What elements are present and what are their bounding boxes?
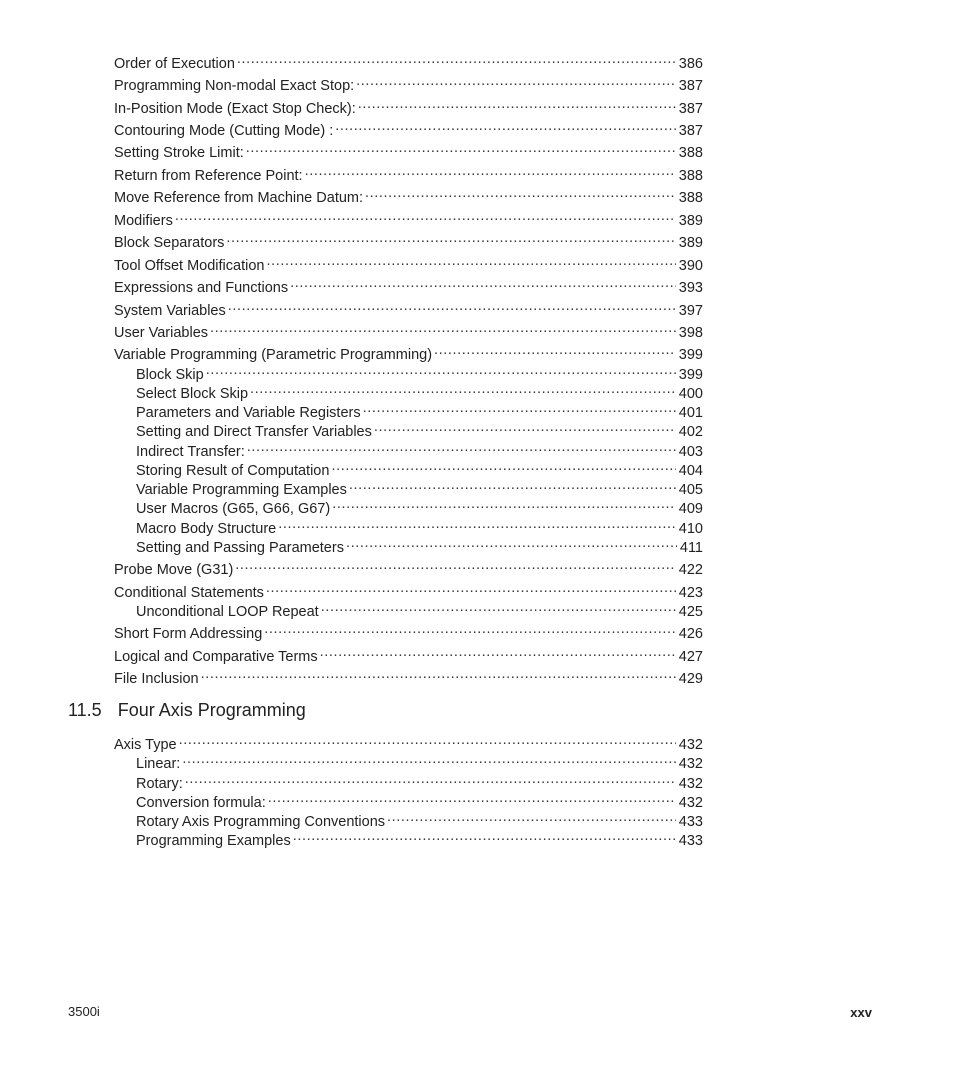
toc-subentry[interactable] [136,515,703,537]
toc-entry-title: User Macros (G65, G66, G67) [136,501,331,517]
toc-entry-title: Indirect Transfer: [136,444,245,460]
toc-entry-page: 401 [678,405,703,421]
toc-entry-page: 409 [678,501,703,517]
toc-leader-dots [179,731,676,749]
toc-entry-page: 387 [678,101,703,117]
toc-entry[interactable] [114,117,703,139]
toc-entry[interactable] [114,162,703,184]
toc-leader-dots [356,72,676,90]
toc-leader-dots [349,476,676,494]
toc-entry[interactable] [114,184,703,206]
toc-leader-dots [226,229,675,247]
toc-subentry[interactable] [136,495,703,517]
toc-entry[interactable] [114,229,703,251]
toc-entry[interactable] [114,252,703,274]
toc-entry-page: 433 [678,814,703,830]
toc-entry-title: Setting and Passing Parameters [136,540,344,556]
toc-entry-title: Rotary Axis Programming Conventions [136,814,386,830]
footer-page-number: xxv [850,1005,872,1020]
toc-entry-title: User Variables [114,325,209,341]
toc-entry[interactable] [114,207,703,229]
toc-leader-dots [335,117,676,135]
toc-entry-page: 402 [678,424,703,440]
toc-entry-page: 432 [678,756,703,772]
toc-leader-dots [185,770,676,788]
toc-entry[interactable] [114,50,703,72]
toc-entry-title: In-Position Mode (Exact Stop Check): [114,101,356,117]
toc-leader-dots [358,95,676,113]
toc-entry-page: 393 [678,280,703,296]
toc-entry[interactable] [114,731,703,753]
toc-leader-dots [365,184,676,202]
toc-subentry[interactable] [136,534,703,556]
toc-entry-title: Tool Offset Modification [114,258,265,274]
toc-entry[interactable] [114,139,703,161]
toc-entry-page: 422 [678,562,703,578]
toc-entry-title: Block Separators [114,235,225,251]
toc-subentry[interactable] [136,399,703,421]
toc-subentry[interactable] [136,361,703,383]
toc-entry[interactable] [114,620,703,642]
toc-leader-dots [182,750,675,768]
toc-leader-dots [228,297,676,315]
toc-entry-title: System Variables [114,303,226,319]
toc-leader-dots [290,274,676,292]
toc-leader-dots [346,534,677,552]
toc-leader-dots [175,207,676,225]
toc-entry-page: 397 [678,303,703,319]
toc-subentry[interactable] [136,789,703,811]
toc-entry-page: 423 [678,585,703,601]
toc-entry[interactable] [114,579,703,601]
toc-leader-dots [268,789,676,807]
toc-entry-title: Variable Programming Examples [136,482,347,498]
toc-entry-page: 433 [678,833,703,849]
footer-product-name: 3500i [68,1004,100,1019]
toc-entry-title: Unconditional LOOP Repeat [136,604,319,620]
toc-entry-page: 411 [679,540,703,556]
toc-entry-title: Return from Reference Point: [114,168,303,184]
toc-leader-dots [278,515,676,533]
toc-leader-dots [264,620,676,638]
toc-leader-dots [250,380,676,398]
toc-entry-page: 399 [678,347,703,363]
toc-entry-page: 432 [678,776,703,792]
toc-entry-title: Block Skip [136,367,204,383]
toc-entry-page: 399 [678,367,703,383]
toc-leader-dots [293,827,676,845]
toc-entry[interactable] [114,72,703,94]
toc-leader-dots [320,643,676,661]
toc-entry-title: Setting and Direct Transfer Variables [136,424,372,440]
toc-entry-title: Setting Stroke Limit: [114,145,244,161]
toc-leader-dots [434,341,676,359]
toc-entry[interactable] [114,665,703,687]
toc-leader-dots [235,556,676,574]
toc-leader-dots [247,438,676,456]
toc-entry-title: File Inclusion [114,671,199,687]
toc-entry-title: Macro Body Structure [136,521,277,537]
toc-entry-title: Expressions and Functions [114,280,289,296]
toc-entry-page: 427 [678,649,703,665]
toc-entry-title: Rotary: [136,776,183,792]
toc-leader-dots [210,319,676,337]
toc-subentry[interactable] [136,808,703,830]
toc-entry-title: Conditional Statements [114,585,264,601]
toc-subentry[interactable] [136,770,703,792]
toc-entry-page: 386 [678,56,703,72]
toc-entry-page: 387 [678,78,703,94]
toc-subentry[interactable] [136,380,703,402]
toc-entry-title: Programming Non-modal Exact Stop: [114,78,355,94]
toc-entry-title: Programming Examples [136,833,291,849]
toc-entry-page: 388 [678,145,703,161]
toc-entry-title: Modifiers [114,213,173,229]
toc-entry[interactable] [114,274,703,296]
toc-leader-dots [363,399,676,417]
toc-subentry[interactable] [136,438,703,460]
toc-entry[interactable] [114,95,703,117]
toc-entry-title: Order of Execution [114,56,235,72]
section-heading [68,699,306,721]
toc-leader-dots [331,457,675,475]
toc-entry-title: Probe Move (G31) [114,562,234,578]
toc-entry-page: 426 [678,626,703,642]
toc-subentry[interactable] [136,750,703,772]
section-number: 11.5 [68,700,102,720]
toc-leader-dots [266,252,675,270]
toc-entry-title: Axis Type [114,737,177,753]
toc-entry-page: 432 [678,737,703,753]
toc-subentry[interactable] [136,598,703,620]
toc-entry-title: Parameters and Variable Registers [136,405,361,421]
toc-entry-title: Logical and Comparative Terms [114,649,318,665]
toc-entry-title: Variable Programming (Parametric Programming) [114,347,433,363]
toc-entry-page: 390 [678,258,703,274]
toc-entry-title: Linear: [136,756,181,772]
toc-leader-dots [321,598,676,616]
toc-entry-page: 389 [678,235,703,251]
toc-entry[interactable] [114,643,703,665]
toc-leader-dots [201,665,676,683]
toc-entry-title: Contouring Mode (Cutting Mode) : [114,123,334,139]
toc-entry-page: 403 [678,444,703,460]
toc-entry[interactable] [114,297,703,319]
toc-leader-dots [237,50,676,68]
toc-entry-page: 387 [678,123,703,139]
toc-leader-dots [305,162,676,180]
toc-entry-page: 425 [678,604,703,620]
toc-leader-dots [374,418,676,436]
toc-entry-page: 389 [678,213,703,229]
toc-entry[interactable] [114,341,703,363]
toc-subentry[interactable] [136,457,703,479]
toc-entry-page: 388 [678,168,703,184]
toc-entry[interactable] [114,319,703,341]
toc-entry-title: Storing Result of Computation [136,463,330,479]
toc-entry-page: 432 [678,795,703,811]
toc-entry-page: 388 [678,190,703,206]
toc-entry-page: 429 [678,671,703,687]
section-title: Four Axis Programming [117,700,306,720]
toc-leader-dots [246,139,676,157]
toc-leader-dots [206,361,676,379]
toc-entry-page: 405 [678,482,703,498]
toc-entry-page: 410 [678,521,703,537]
toc-entry-title: Short Form Addressing [114,626,263,642]
toc-entry-title: Select Block Skip [136,386,249,402]
toc-leader-dots [387,808,676,826]
toc-entry-page: 398 [678,325,703,341]
toc-entry-page: 404 [678,463,703,479]
toc-subentry[interactable] [136,476,703,498]
toc-entry[interactable] [114,556,703,578]
toc-entry-page: 400 [678,386,703,402]
toc-subentry[interactable] [136,827,703,849]
toc-leader-dots [332,495,676,513]
toc-leader-dots [266,579,676,597]
toc-entry-title: Conversion formula: [136,795,266,811]
toc-entry-title: Move Reference from Machine Datum: [114,190,364,206]
toc-subentry[interactable] [136,418,703,440]
